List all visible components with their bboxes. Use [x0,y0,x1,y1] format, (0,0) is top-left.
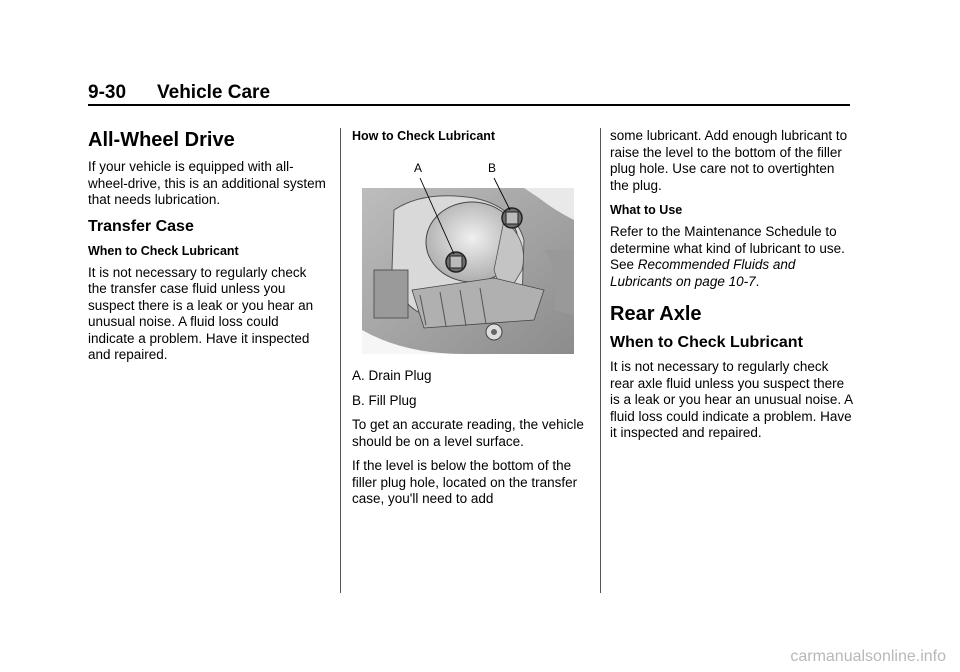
column-divider [600,128,601,593]
watermark: carmanualsonline.info [790,648,946,665]
figure-label-b: B [488,161,497,175]
heading-rear-axle: Rear Axle [610,303,702,325]
page-header [88,82,850,106]
column-3 [610,128,855,450]
page-number: 9-30 [88,82,127,103]
filler-plug-paragraph: If the level is below the bottom of the filler plug hole, located on the transfer case, you'll need to add [352,458,578,506]
section-title: Vehicle Care [157,82,271,103]
heading-when-to-check-rear: When to Check Lubricant [610,334,803,351]
heading-how-to-check: How to Check Lubricant [352,129,496,143]
column-1 [88,128,328,372]
period: . [755,273,760,289]
heading-what-to-use: What to Use [610,203,683,217]
transfer-case-figure [354,150,574,362]
level-surface-paragraph: To get an accurate reading, the vehicle should be on a level surface. [352,417,584,449]
recommended-fluids-link[interactable]: Recommended Fluids and Lubricants on page 10-7 [610,257,796,289]
rear-axle-paragraph: It is not necessary to regularly check rear axle fluid unless you suspect there is a leak or you hear an unusual noise. A fluid loss could indicate a problem. Have it inspected and repaired. [610,359,853,440]
legend-drain-plug: A. Drain Plug [352,368,432,383]
maintenance-text: Refer to the Maintenance Schedule to determine what kind of lubricant to use. See [610,224,845,272]
maintenance-paragraph [610,224,855,290]
heading-all-wheel-drive: All-Wheel Drive [88,129,235,151]
intro-paragraph: If your vehicle is equipped with all-wheel-drive, this is an additional system that needs lubrication. [88,159,326,207]
transfer-case-paragraph: It is not necessary to regularly check the transfer case fluid unless you suspect there is a leak or you hear an unusual noise. A fluid loss could indicate a problem. Have it inspected and repaired. [88,264,314,362]
heading-transfer-case: Transfer Case [88,217,194,235]
transfer-case-illustration [354,150,574,362]
figure-label-a: A [414,161,423,175]
heading-when-to-check: When to Check Lubricant [88,243,239,258]
add-lubricant-paragraph: some lubricant. Add enough lubricant to raise the level to the bottom of the filler plug hole. Use care not to overtighten the plug. [610,128,848,193]
column-divider [340,128,341,593]
column-2 [352,128,592,516]
legend-fill-plug: B. Fill Plug [352,392,417,408]
